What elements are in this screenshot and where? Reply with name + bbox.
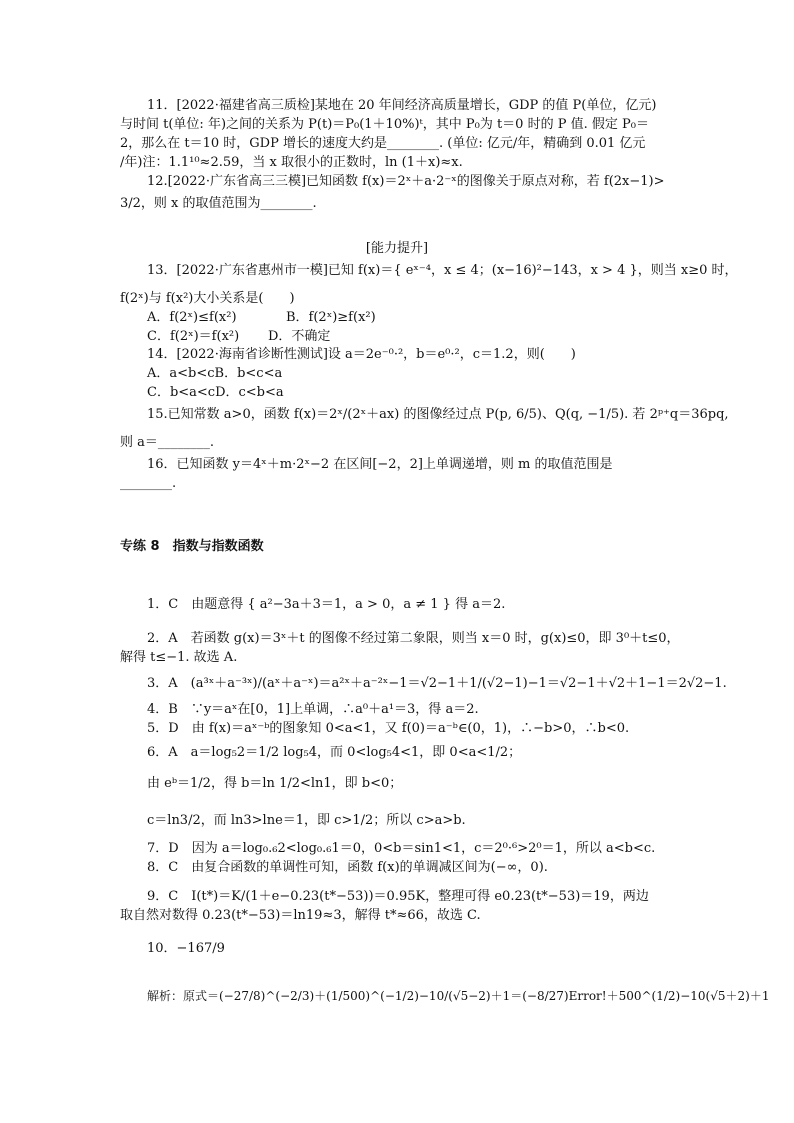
problem-14-line-1: 14．[2022·海南省诊断性测试]设 a＝2e⁻⁰·²，b＝e⁰·²，c＝1.2，则( ) bbox=[147, 347, 576, 362]
answer-8: 8．C 由复合函数的单调性可知，函数 f(x)的单调减区间为(−∞，0). bbox=[147, 860, 548, 875]
problem-13-option-b: B．f(2ˣ)≥f(x²) bbox=[286, 310, 376, 325]
problem-14-options-ab: A．a<b<cB．b<c<a bbox=[147, 366, 283, 381]
problem-11-line-1: 11．[2022·福建省高三质检]某地在 20 年间经济高质量增长，GDP 的值 P(单位，亿元) bbox=[147, 98, 657, 113]
problem-13-line-1: 13．[2022·广东省惠州市一模]已知 f(x)＝{ eˣ⁻⁴，x ≤ 4；(x−16)²−143，x > 4 }，则当 x≥0 时， bbox=[147, 263, 738, 278]
answer-6-line-1: 6．A a＝log₅2＝1/2 log₅4，而 0<log₅4<1，即 0<a<1/2； bbox=[147, 745, 522, 760]
answer-10-solution: 解析：原式＝(−27/8)^(−2/3)＋(1/500)^(−1/2)−10/(√5−2)＋1＝(−8/27)Error!＋500^(1/2)−10(√5＋2)＋1 bbox=[147, 989, 770, 1003]
answer-2-line-2: 解得 t≤−1. 故选 A. bbox=[120, 650, 238, 665]
problem-12-line-2: 3/2，则 x 的取值范围为________. bbox=[120, 196, 317, 211]
answer-9-line-2: 取自然对数得 0.23(t*−53)＝ln19≈3，解得 t*≈66，故选 C. bbox=[120, 908, 481, 923]
problem-16-line-2: ________. bbox=[120, 476, 177, 491]
problem-15-line-1: 15.已知常数 a>0，函数 f(x)＝2ˣ/(2ˣ＋ax) 的图像经过点 P(p, 6/5)、Q(q, −1/5). 若 2ᵖ⁺q＝36pq, bbox=[147, 407, 729, 422]
problem-15-line-2: 则 a＝________. bbox=[120, 435, 215, 450]
answer-10: 10．−167/9 bbox=[147, 941, 225, 956]
problem-13-line-2: f(2ˣ)与 f(x²)大小关系是( ) bbox=[120, 291, 295, 306]
answer-9-line-1: 9．C I(t*)＝K/(1＋e−0.23(t*−53))＝0.95K，整理可得 e0.23(t*−53)＝19，两边 bbox=[147, 889, 649, 904]
answer-5: 5．D 由 f(x)＝aˣ⁻ᵇ的图象知 0<a<1，又 f(0)＝a⁻ᵇ∈(0，1)，∴−b>0，∴b<0. bbox=[147, 721, 630, 736]
answers-title: 专练 8 指数与指数函数 bbox=[120, 539, 264, 554]
problem-11-line-4: /年)注：1.1¹⁰≈2.59，当 x 取很小的正数时，ln (1＋x)≈x. bbox=[120, 155, 463, 170]
problem-16-line-1: 16．已知函数 y＝4ˣ＋m·2ˣ−2 在区间[−2，2]上单调递增，则 m 的取值范围是 bbox=[147, 457, 613, 472]
section-heading: [能力提升] bbox=[365, 241, 429, 256]
problem-13-option-c: C．f(2ˣ)＝f(x²) bbox=[147, 329, 240, 344]
answer-4: 4．B ∵y＝aˣ在[0，1]上单调，∴a⁰＋a¹＝3，得 a＝2. bbox=[147, 702, 479, 717]
answer-6-line-3: c＝ln3/2，而 ln3>lne＝1，即 c>1/2；所以 c>a>b. bbox=[147, 813, 466, 828]
problem-13-option-d: D．不确定 bbox=[268, 329, 331, 344]
problem-13-option-a: A．f(2ˣ)≤f(x²) bbox=[147, 310, 237, 325]
answer-1: 1．C 由题意得 { a²−3a＋3＝1，a > 0，a ≠ 1 } 得 a＝2. bbox=[147, 597, 506, 612]
problem-14-options-cd: C．b<a<cD．c<b<a bbox=[147, 385, 284, 400]
problem-11-line-3: 2，那么在 t＝10 时，GDP 增长的速度大约是________. (单位: 亿元/年，精确到 0.01 亿元 bbox=[120, 136, 646, 151]
answer-3: 3．A (a³ˣ＋a⁻³ˣ)/(aˣ＋a⁻ˣ)＝a²ˣ＋a⁻²ˣ−1＝√2−1＋1/(√2−1)−1＝√2−1＋√2＋1−1＝2√2−1. bbox=[147, 676, 727, 691]
problem-12-line-1: 12.[2022·广东省高三三模]已知函数 f(x)＝2ˣ＋a·2⁻ˣ的图像关于原点对称，若 f(2x−1)> bbox=[147, 174, 665, 189]
answer-6-line-2: 由 eᵇ＝1/2，得 b＝ln 1/2<ln1，即 b<0； bbox=[147, 776, 403, 791]
answer-2-line-1: 2．A 若函数 g(x)＝3ˣ＋t 的图像不经过第二象限，则当 x＝0 时，g(x)≤0，即 3⁰＋t≤0， bbox=[147, 631, 680, 646]
problem-11-line-2: 与时间 t(单位: 年)之间的关系为 P(t)＝P₀(1＋10%)ᵗ，其中 P₀为 t＝0 时的 P 值. 假定 P₀＝ bbox=[120, 117, 649, 132]
answer-7: 7．D 因为 a＝log₀.₆2<log₀.₆1＝0，0<b＝sin1<1，c＝2⁰·⁶>2⁰＝1，所以 a<b<c. bbox=[147, 841, 656, 856]
